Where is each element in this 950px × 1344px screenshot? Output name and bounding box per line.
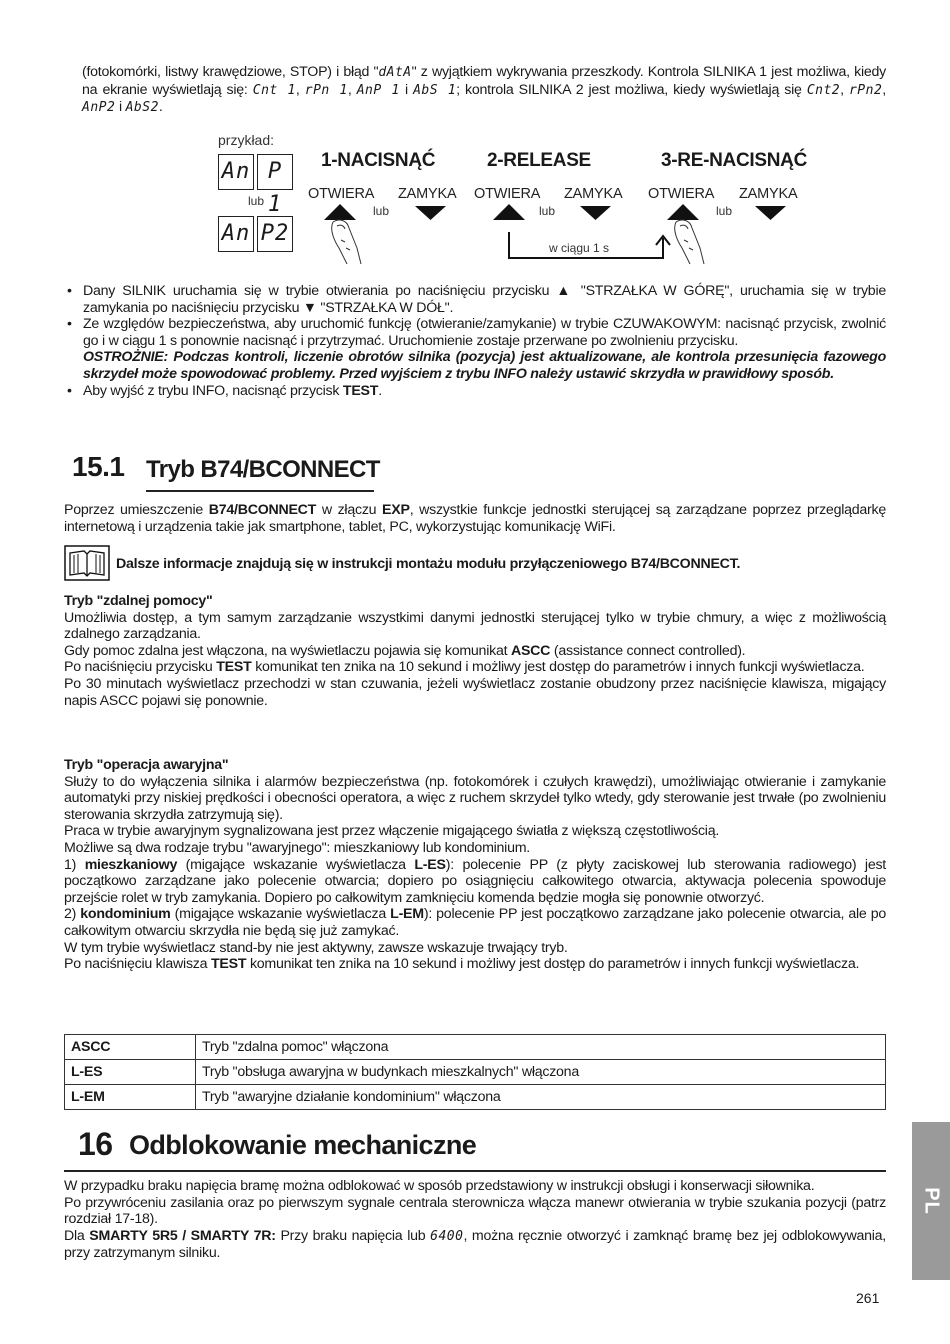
table-row [65,1085,886,1110]
paragraph: 2) kondominium (migające wskazanie wyświetlacza L-EM): polecenie PP jest początkowo zarządzane jako polecenie otwarcia, ale po całkowitym otwarciu skrzydła nie będą się już zamykać. [64,906,886,939]
example-label: przykład: [218,132,275,148]
up-arrow-icon [493,204,525,220]
pressing-finger-icon [675,220,704,264]
table-row [65,1060,886,1085]
paragraph: Po przywróceniu zasilania oraz po pierwszym sygnale centrala sterownicza włącza manewr otwierania w trybie szukania pozycji (patrz rozdział 17-18). [64,1194,886,1228]
emergency-block [64,757,886,973]
table-row [65,1035,886,1060]
diagram-graphics [215,130,815,270]
b74-paragraph: Poprzez umieszczenie B74/BCONNECT w złączu EXP, wszystkie funkcje jednostki sterującej są zarządzane poprzez przeglądarkę internetową i urządzenia takie jak smartphone, tablet, PC, wykorzystując komunikację WiFi. [64,502,886,535]
list-item: • Dany SILNIK uruchamia się w trybie otwierania po naciśnięciu przycisku ▲ "STRZAŁKA W GÓRĘ", uruchamia się w trybie zamykania po naciśnięciu przycisku ▼ "STRZAŁKA W DÓŁ". [64,283,886,316]
down-arrow-icon [580,206,611,220]
up-arrow-icon [324,204,356,220]
step-2-label: 2-RELEASE [487,150,591,171]
or-label: lub [539,204,556,218]
paragraph: Gdy pomoc zdalna jest włączona, na wyświetlaczu pojawia się komunikat ASCC (assistance connect controlled). [64,642,746,659]
close-label: ZAMYKA [739,186,798,202]
open-label: OTWIERA [308,186,375,202]
display-digit-box: P 1 [257,154,293,190]
step-1-label: 1-NACISNĄĆ [321,150,436,171]
within-1s-label: w ciągu 1 s [549,241,610,255]
table-key: L-EM [65,1085,196,1110]
paragraph: Po 30 minutach wyświetlacz przechodzi w stan czuwania, jeżeli wyświetlacz zostanie obudzony przez naciśnięcie klawisza, migający napis ASCC pojawi się ponownie. [64,675,886,709]
table-value: Tryb "zdalna pomoc" włączona [196,1035,886,1060]
manual-note: Dalsze informacje znajdują się w instrukcji montażu modułu przyłączeniowego B74/BCONNECT. [116,556,741,572]
paragraph: 1) mieszkaniowy (migające wskazanie wyświetlacza L-ES): polecenie PP (z płyty zaciskowej lub sterowania radiowego) jest początkowo zarządzane jako polecenie otwarcia; dopiero po osiągnięciu całkowitego otwarcia, aktywacja polecenia spowoduje przejście rolet w tryb zamykania. Dopiero po całkowitym zamknięciu komenda będzie mogła się ponownie otworzyć. [64,856,887,906]
control-diagram [215,130,815,270]
paragraph: Po naciśnięciu przycisku TEST komunikat ten znika na 10 sekund i możliwy jest dostęp do parametrów i innych funkcji wyświetlacza. [64,659,865,676]
step-3-label: 3-RE-NACISNĄĆ [661,150,807,171]
open-label: OTWIERA [648,186,715,202]
list-item: • Ze względów bezpieczeństwa, aby uruchomić funkcję (otwieranie/zamykanie) w trybie CZUWAKOWYM: nacisnąć przycisk, zwolnić go i w ciągu 1 s ponownie nacisnąć i przytrzymać. Uruchomienie zostaje przerwane po zwolnieniu przycisku. OSTROŻNIE: Podczas kontroli, liczenie obrotów silnika (pozycja) jest aktualizowane, ale kontrola przesunięcia fazowego skrzydeł może spowodować problemy. Przed wyjściem z trybu INFO należy ustawić skrzydła w prawidłowy sposób. [64,316,886,382]
bullet-list [64,283,886,399]
manual-book-icon [64,545,110,581]
paragraph: Umożliwia dostęp, a tym samym zarządzanie wszystkimi danymi jednostki sterującej tylko w trybie chmury, a więc z możliwością zdalnego zarządzania. [64,609,886,643]
paragraph: W przypadku braku napięcia bramę można odblokować w sposób przedstawiony w instrukcji obsługi i konserwacji siłownika. [64,1178,815,1194]
pressing-finger-icon [332,220,361,264]
display-digit-box: An [218,216,254,252]
close-label: ZAMYKA [564,186,623,202]
table-value: Tryb "obsługa awaryjna w budynkach mieszkalnych" włączona [196,1060,886,1085]
remote-heading: Tryb "zdalnej pomocy" [64,593,213,609]
mode-table [64,1034,886,1110]
remote-assistance-block [64,593,886,709]
paragraph: Służy to do wyłączenia silnika i alarmów bezpieczeństwa (np. fotokomórek i czułych krawędzi), umożliwiając otwieranie i zamykanie automatyki przy niskiej prędkości i obecności operatora, a więc z ruchem skrzydeł tylko wtedy, gdy sterowanie jest trwałe (po zwolnieniu sterowania skrzydła zatrzymują się). [64,773,886,823]
down-arrow-icon [755,206,786,220]
intro-paragraph: (fotokomórki, listwy krawędziowe, STOP) i błąd "dAtA" z wyjątkiem wykrywania przeszkody. Kontrola SILNIKA 1 jest możliwa, kiedy na ekranie wyświetlają się: Cnt 1, rPn 1, AnP 1 i AbS 1; kontrola SILNIKA 2 jest możliwa, kiedy wyświetlają się Cnt2, rPn2, AnP2 i AbS2. [82,64,886,116]
list-item: • Aby wyjść z trybu INFO, nacisnąć przycisk TEST. [64,383,886,400]
or-label: lub [716,204,733,218]
paragraph: Po naciśnięciu klawisza TEST komunikat ten znika na 10 sekund i możliwy jest dostęp do parametrów i innych funkcji wyświetlacza. [64,956,860,973]
emergency-heading: Tryb "operacja awaryjna" [64,757,229,773]
paragraph: Dla SMARTY 5R5 / SMARTY 7R: Przy braku napięcia lub 6400, można ręcznie otworzyć i zamknąć bramę bez jej odblokowywania, przy zatrzymanym silniku. [64,1227,887,1262]
or-label: lub [248,194,265,208]
unlock-block [64,1178,886,1262]
section-title: Odblokowanie mechaniczne [129,1130,477,1160]
paragraph: W tym trybie wyświetlacz stand-by nie jest aktywny, zawsze wskazuje trwający tryb. [64,939,568,956]
title-underline [64,1170,886,1172]
language-tab [912,1122,950,1280]
table-key: L-ES [65,1060,196,1085]
open-label: OTWIERA [474,186,541,202]
language-tab-label: PL [920,1187,943,1215]
down-arrow-icon [415,206,446,220]
section-title: Tryb B74/BCONNECT [146,456,380,483]
section-number: 15.1 [72,451,125,482]
paragraph: Możliwe są dwa rodzaje trybu "awaryjnego": mieszkaniowy lub kondominium. [64,839,530,856]
close-label: ZAMYKA [398,186,457,202]
paragraph: Praca w trybie awaryjnym sygnalizowana jest przez włączenie migającego światła z większą częstotliwością. [64,823,720,840]
or-label: lub [373,204,390,218]
table-value: Tryb "awaryjne działanie kondominium" włączona [196,1085,886,1110]
warning-text: OSTROŻNIE: Podczas kontroli, liczenie obrotów silnika (pozycja) jest aktualizowane, ale kontrola przesunięcia fazowego skrzydeł może spowodować problemy. Przed wyjściem z trybu INFO należy ustawić skrzydła w prawidłowy sposób. [83,349,886,382]
table-key: ASCC [65,1035,196,1060]
page-number: 261 [856,1290,880,1306]
display-digit-box: P2 [257,216,293,252]
display-digit-box: An [218,154,254,190]
section-number: 16 [78,1126,113,1162]
up-arrow-icon [667,204,699,220]
title-underline [146,490,374,492]
